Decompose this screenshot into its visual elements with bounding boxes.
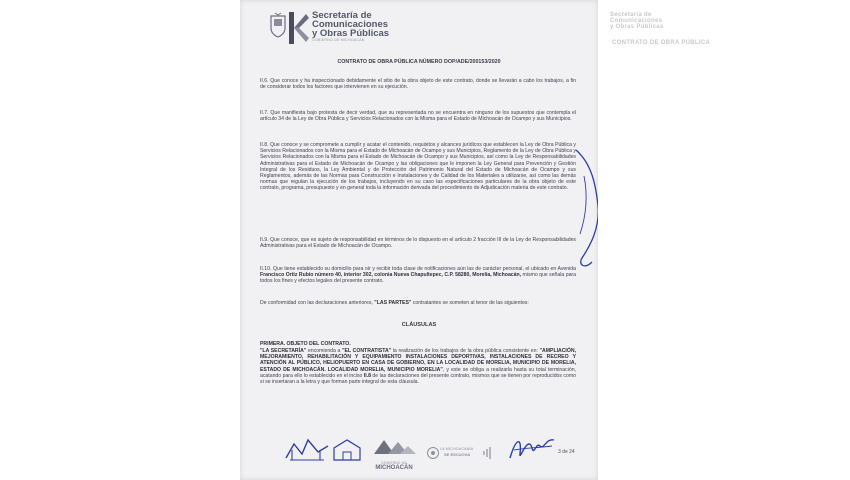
ghost-line: Comunicaciones <box>610 18 663 24</box>
ghost-header-text <box>610 12 664 30</box>
inciso-reference: II.8 <box>363 372 371 379</box>
michoacan-label: MICHOACÁN <box>375 465 413 471</box>
clausula-primera-body <box>260 348 576 385</box>
address-text: Francisco Ortiz Rubio número 40, interior 302, colonia Nueva Chapultepec, C.P. 58280, Morelia, Michoacán, <box>260 272 522 279</box>
slogan-line: LA MICHOACANÍA <box>440 447 474 451</box>
scanned-document-page <box>240 0 598 480</box>
secretaria-title: Secretaría de Comunicaciones y Obras Públicas <box>312 10 390 39</box>
primera-heading-text: PRIMERA. OBJETO DEL CONTRATO. <box>260 341 351 347</box>
clausula-primera-heading <box>260 341 576 347</box>
ghost-contract-text: CONTRATO DE OBRA PÚBLICA <box>612 40 711 46</box>
state-seal-icon <box>268 12 288 38</box>
clausulas-heading: CLÁUSULAS <box>401 322 437 328</box>
paragraph-ii8: II.8. Que conoce y se compromete a cumplir y acatar el contenido, requisitos y alcances jurídicos que establecen la Ley de Obra Pública y Servicios Relacionados con la Misma para el Estado de Michoacán de Ocampo y sus Municipios, Reglamento de la Ley de Obra Pública y Servicios Relacionados con la Misma para el Estado de Michoacán de Ocampo y sus Municipios, así como la Ley de Responsabilidades Administrativas para el Estado de Michoacán de Ocampo y las obligaciones que le imponen la Ley General para Prevención y Gestión Integral de los Residuos, la Ley Ambiental y de Protección del Patrimonio Natural del Estado de Michoacán de Ocampo y sus Reglamentos, además de las Normas para Construcción e Instalaciones y de Calidad de los Materiales a utilizarse, así como las demás normas que regulan la ejecución de los trabajos, incluyendo en su caso las especificaciones particulares de la obra objeto de este contrato, programa, presupuesto y en general toda la información derivada del procedimiento de Adjudicación materia de este contrato. <box>260 142 576 192</box>
gov-label: GOBIERNO DE <box>381 461 407 465</box>
conformidad-text: De conformidad con las declaraciones anteriores, <box>260 300 375 306</box>
house-icon <box>332 438 362 462</box>
conformidad-paragraph <box>260 300 576 306</box>
contract-title: CONTRATO DE OBRA PÚBLICA NÚMERO DOP/ADE/200153/2020 <box>337 59 501 65</box>
paragraph-ii10 <box>260 266 576 285</box>
secretaria-text: "LA SECRETARÍA" <box>260 348 307 354</box>
ghost-line: Secretaría de <box>610 12 652 18</box>
paragraph-ii9: II.9. Que conoce, que es sujeto de responsabilidad en términos de lo dispuesto en el artículo 2 fracción III de la Ley de Responsabilidades Administrativas para el Estado de Michoacán de Ocampo. <box>260 237 576 250</box>
slogan-badge <box>426 444 502 462</box>
conformidad-text: contratantes se someten al tenor de las siguientes: <box>411 300 529 306</box>
primera-text: de las declaraciones del presente contrato, mismos que se tienen por reproducidos como si se insertaran a la letra y que forman parte integral de esta cláusula. <box>260 372 576 386</box>
paragraph-ii6: II.6. Que conoce y ha inspeccionado debidamente el sitio de la obra objeto de este contrato, donde se llevarán a cabo los trabajos, a fin de considerar todos los factores que intervienen en su ejecución. <box>260 78 576 91</box>
primera-text: , y este se obliga a realizarla hasta su total terminación, acatando para ello lo establecido en el inciso <box>260 366 576 379</box>
footer-signature <box>506 428 558 468</box>
obra-description: "AMPLIACIÓN, MEJORAMIENTO, REHABILITACIÓN Y EQUIPAMIENTO INSTALACIONES DEPORTIVAS, INSTALACIONES DE RECREO Y ATENCIÓN AL PÚBLICO, HELIOPUERTO EN CASA DE GOBIERNO, EN LA LOCALIDAD DE MORELIA, MUNICIPIO DE MORELIA, ESTADO DE MICHOACÁN. LOCALIDAD MORELIA, MUNICIPIO MORELIA" <box>260 348 576 373</box>
paragraph-ii10-text: II.10. Que tiene establecido su domicilio para oír y recibir toda clase de notificaciones aún las de carácter personal, el ubicado en Avenida <box>260 266 576 272</box>
paragraph-ii10-text: mismo que señala para todos los fines y efectos legales del presente contrato. <box>260 272 576 285</box>
slogan-line: SE ESCUCHA <box>444 452 471 457</box>
margin-signature <box>570 146 598 276</box>
ghost-line: y Obras Públicas <box>610 24 664 30</box>
michoacan-emblem-icon <box>368 436 420 456</box>
document-header <box>268 8 468 48</box>
primera-text: la realización de los trabajos de la obra pública consistente en: <box>391 348 540 354</box>
primera-text: encomienda a <box>306 348 343 354</box>
scop-k-logo-icon <box>288 10 310 46</box>
page-number: 3 de 24 <box>558 449 575 455</box>
michoacan-logo <box>368 436 420 472</box>
sound-bars-icon <box>482 446 494 460</box>
las-partes-text: "LAS PARTES" <box>374 300 412 306</box>
contratista-text: "EL CONTRATISTA" <box>342 348 392 354</box>
header-subtitle: GOBIERNO DE MICHOACÁN <box>312 38 365 42</box>
house-icon <box>284 434 330 462</box>
paragraph-ii7: II.7. Que manifiesta bajo protesta de decir verdad, que su representada no se encuentra en ninguno de los supuestos que contempla el artículo 34 de la Ley de Obra Pública y Servicios Relacionados con la Misma para el Estado de Michoacán de Ocampo y sus Municipios. <box>260 110 576 123</box>
